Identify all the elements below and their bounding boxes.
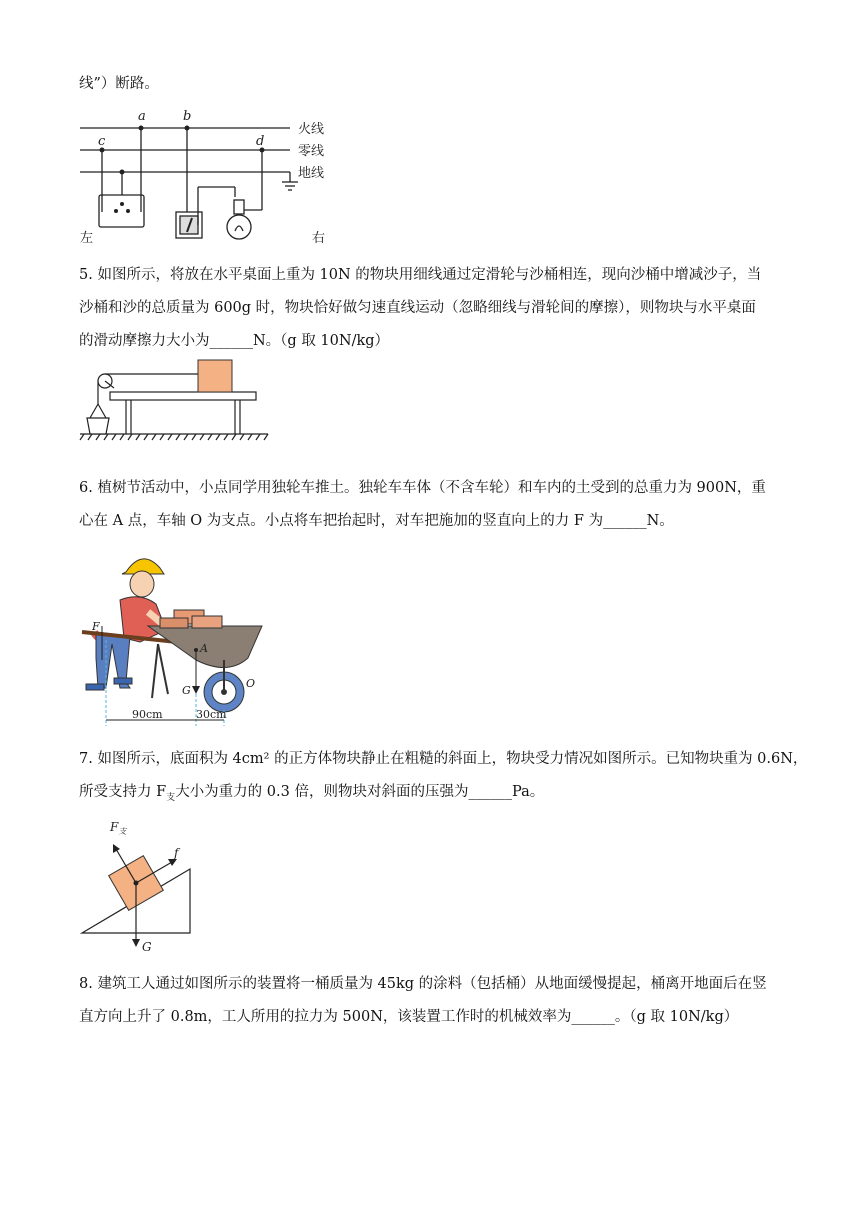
label-left: 左 xyxy=(80,231,94,246)
wheelbarrow-figure xyxy=(78,540,268,734)
label-f: f xyxy=(174,846,179,860)
label-live: 火线 xyxy=(298,122,325,137)
label-a: a xyxy=(138,109,146,124)
label-c: c xyxy=(98,134,106,149)
pulley-table-figure xyxy=(78,358,278,454)
label-A: A xyxy=(200,642,208,655)
q5-text-line-3: 的滑动摩擦力大小为______N。（g 取 10N/kg） xyxy=(79,333,390,349)
label-O: O xyxy=(246,677,256,690)
label-right: 右 xyxy=(312,231,326,246)
q8-text-line-1: 8. 建筑工人通过如图所示的装置将一桶质量为 45kg 的涂料（包括桶）从地面缓慢提起，桶离开地面后在竖 xyxy=(79,976,767,992)
label-b: b xyxy=(183,109,192,124)
label-neutral: 零线 xyxy=(298,144,325,159)
label-ground: 地线 xyxy=(298,166,325,181)
q7-text-line-1: 7. 如图所示，底面积为 4cm² 的正方体物块静止在粗糙的斜面上，物块受力情况如图所示。已知物块重为 0.6N， xyxy=(79,751,808,767)
label-G: G xyxy=(142,940,152,954)
label-90cm: 90cm xyxy=(132,708,163,721)
q6-text-line-1: 6. 植树节活动中，小点同学用独轮车推土。独轮车车体（不含车轮）和车内的土受到的总重力为 900N，重 xyxy=(79,480,766,496)
q5-text-line-1: 5. 如图所示，将放在水平桌面上重为 10N 的物块用细线通过定滑轮与沙桶相连，现向沙桶中增减沙子，当 xyxy=(79,267,762,283)
incline-figure xyxy=(78,815,198,959)
socket xyxy=(99,195,144,227)
block xyxy=(198,360,232,392)
q6-text-line-2: 心在 A 点，车轴 O 为支点。小点将车把抬起时，对车把施加的竖直向上的力 F 为______N。 xyxy=(79,513,674,529)
label-F: F xyxy=(92,620,100,633)
bulb xyxy=(227,215,251,239)
circuit-figure xyxy=(72,100,342,254)
label-30cm: 30cm xyxy=(196,708,227,721)
q5-text-line-2: 沙桶和沙的总质量为 600g 时，物块恰好做匀速直线运动（忽略细线与滑轮间的摩擦），则物块与水平桌面 xyxy=(79,300,756,316)
sand-bucket xyxy=(87,418,109,434)
label-G: G xyxy=(182,684,191,697)
q7-text-line-2: 所受支持力 $F_支$大小为重力的 0.3 倍，则物块对斜面的压强为______Pa。 xyxy=(79,784,545,803)
q4-text-line: 线”）断路。 xyxy=(79,76,159,92)
label-d: d xyxy=(256,134,265,149)
q8-text-line-2: 直方向上升了 0.8m，工人所用的拉力为 500N，该装置工作时的机械效率为______。（g 取 10N/kg） xyxy=(79,1009,739,1025)
label-F-support: $F_支$ xyxy=(110,820,127,836)
